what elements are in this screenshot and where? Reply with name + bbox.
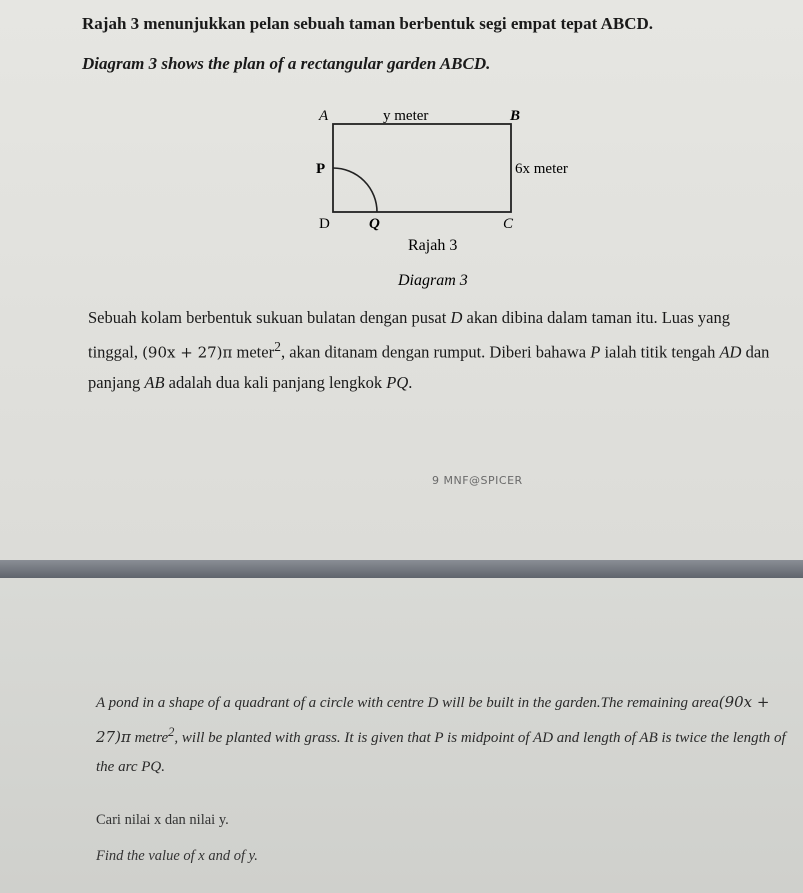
label-c: C [503, 216, 514, 232]
label-b: B [510, 108, 521, 124]
page-footer: 9 MNF@SPICER [432, 474, 523, 487]
intro-malay: Rajah 3 menunjukkan pelan sebuah taman berbentuk segi empat tepat ABCD. [82, 14, 654, 33]
garden-diagram [0, 0, 803, 300]
caption-english: Diagram 3 [398, 272, 468, 289]
question-english: A pond in a shape of a quadrant of a circle with centre D will be built in the garden.The remaining area(90x + 27)π metre$^2$, will be planted with grass. It is given that P is midpoint of AD and length of AB is twice the length of the arc PQ. [96, 693, 786, 775]
task-malay: Cari nilai x dan nilai y. [96, 812, 229, 828]
rectangle-abcd [333, 124, 511, 212]
quadrant-arc-pq [333, 168, 377, 212]
task-english: Find the value of x and of y. [96, 848, 258, 864]
label-p: P [316, 161, 326, 177]
label-d: D [319, 216, 330, 232]
intro-english: Diagram 3 shows the plan of a rectangular garden ABCD. [82, 54, 491, 73]
page-divider-band [0, 560, 803, 578]
label-top-length: y meter [383, 108, 429, 124]
caption-malay: Rajah 3 [408, 237, 458, 254]
question-malay: Sebuah kolam berbentuk sukuan bulatan dengan pusat D akan dibina dalam taman itu. Luas yang tinggal, (90x + 27)π meter$^2$, akan ditanam dengan rumput. Diberi bahawa P ialah titik tengah AD dan panjang AB adalah dua kali panjang lengkok PQ. [88, 308, 770, 392]
label-a: A [319, 108, 329, 124]
label-side-length: 6x meter [515, 161, 568, 177]
label-q: Q [369, 216, 380, 232]
